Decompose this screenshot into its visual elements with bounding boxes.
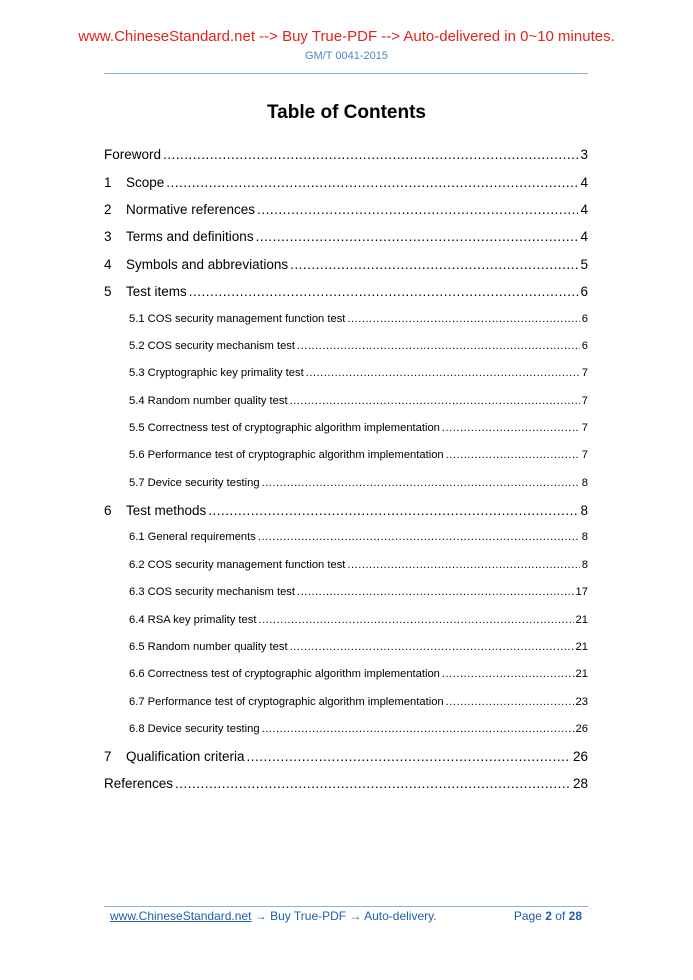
toc-dot-leader xyxy=(258,614,573,626)
toc-entry-number: 2 xyxy=(104,201,112,217)
toc-entry[interactable] xyxy=(104,551,588,578)
toc-entry-number: 1 xyxy=(104,174,112,190)
toc-dot-leader xyxy=(297,586,574,598)
toc-entry-number: 3 xyxy=(104,229,112,245)
toc-entry[interactable] xyxy=(104,496,588,523)
toc-entry-page: 7 xyxy=(581,449,588,462)
toc-entry[interactable] xyxy=(104,524,588,551)
toc-entry-label: Foreword xyxy=(104,147,162,163)
toc-entry-page: 4 xyxy=(580,229,588,245)
toc-entry-label: 5.4 Random number quality test xyxy=(129,394,288,407)
toc-dot-leader xyxy=(442,668,574,680)
table-of-contents xyxy=(104,141,588,797)
footer-text: → Buy True-PDF → Auto-delivery. xyxy=(251,909,437,923)
toc-entry-page: 8 xyxy=(581,531,588,544)
toc-dot-leader xyxy=(257,202,578,217)
toc-entry[interactable] xyxy=(104,278,588,305)
toc-entry[interactable] xyxy=(104,332,588,359)
toc-dot-leader xyxy=(347,559,579,571)
toc-entry-page: 3 xyxy=(580,147,588,163)
toc-entry-page: 26 xyxy=(575,722,588,735)
toc-entry[interactable] xyxy=(104,250,588,277)
toc-entry[interactable] xyxy=(104,196,588,223)
page-label: Page xyxy=(513,909,542,923)
toc-entry-page: 8 xyxy=(581,476,588,489)
toc-entry-label: Test methods xyxy=(126,502,207,518)
toc-entry[interactable] xyxy=(104,442,588,469)
toc-entry[interactable] xyxy=(104,661,588,688)
toc-entry[interactable] xyxy=(104,606,588,633)
toc-dot-leader xyxy=(258,531,580,543)
toc-entry-label: Terms and definitions xyxy=(126,229,254,245)
toc-entry[interactable] xyxy=(104,688,588,715)
toc-dot-leader xyxy=(189,284,579,299)
toc-entry-number: 6 xyxy=(104,502,112,518)
toc-entry-label: Test items xyxy=(126,283,187,299)
toc-entry-page: 17 xyxy=(575,586,588,599)
toc-entry-label: 6.4 RSA key primality test xyxy=(129,613,257,626)
toc-entry[interactable] xyxy=(104,223,588,250)
toc-entry[interactable] xyxy=(104,360,588,387)
toc-entry-page: 4 xyxy=(580,201,588,217)
toc-entry[interactable] xyxy=(104,414,588,441)
footer-link[interactable]: www.ChineseStandard.net xyxy=(110,909,252,923)
page-total: 28 xyxy=(568,909,582,923)
toc-dot-leader xyxy=(347,313,579,325)
toc-dot-leader xyxy=(306,367,580,379)
toc-entry-label: Scope xyxy=(126,174,165,190)
toc-entry-page: 6 xyxy=(580,283,588,299)
toc-dot-leader xyxy=(290,641,574,653)
toc-entry-number: 5 xyxy=(104,283,112,299)
toc-entry-page: 21 xyxy=(575,613,588,626)
toc-dot-leader xyxy=(446,449,580,461)
toc-entry-page: 26 xyxy=(572,748,588,764)
toc-entry-page: 7 xyxy=(581,394,588,407)
toc-entry-page: 6 xyxy=(581,340,588,353)
toc-dot-leader xyxy=(290,395,580,407)
toc-dot-leader xyxy=(290,257,578,272)
toc-entry-page: 4 xyxy=(580,174,588,190)
toc-dot-leader xyxy=(262,477,580,489)
toc-entry-label: 6.1 General requirements xyxy=(129,531,256,544)
toc-entry-label: Normative references xyxy=(126,201,256,217)
header-banner[interactable]: www.ChineseStandard.net --> Buy True-PDF --> Auto-delivered in 0~10 minutes. xyxy=(78,28,615,45)
toc-entry-page: 8 xyxy=(580,502,588,518)
page-current: 2 xyxy=(545,909,552,923)
toc-entry-label: Symbols and abbreviations xyxy=(126,256,289,272)
toc-entry[interactable] xyxy=(104,715,588,742)
toc-entry-label: Qualification criteria xyxy=(126,748,245,764)
page-indicator xyxy=(514,909,582,923)
toc-entry[interactable] xyxy=(104,770,588,797)
toc-entry-label: 6.6 Correctness test of cryptographic algorithm implementation xyxy=(129,668,440,681)
toc-entry-page: 28 xyxy=(572,776,588,792)
toc-dot-leader xyxy=(256,229,579,244)
toc-entry[interactable] xyxy=(104,579,588,606)
toc-entry-page: 7 xyxy=(581,367,588,380)
toc-entry-page: 23 xyxy=(575,695,588,708)
toc-entry-label: 5.5 Correctness test of cryptographic algorithm implementation xyxy=(129,422,440,435)
header-divider xyxy=(104,73,588,74)
toc-entry-page: 5 xyxy=(580,256,588,272)
toc-dot-leader xyxy=(262,723,574,735)
toc-entry[interactable] xyxy=(104,469,588,496)
toc-dot-leader xyxy=(297,340,580,352)
toc-entry-page: 8 xyxy=(581,558,588,571)
page-of: of xyxy=(555,909,566,923)
toc-entry-label: 5.1 COS security management function test xyxy=(129,312,346,325)
toc-entry-label: 6.2 COS security management function test xyxy=(129,558,346,571)
toc-entry[interactable] xyxy=(104,168,588,195)
toc-entry-label: 5.2 COS security mechanism test xyxy=(129,340,296,353)
toc-entry-label: 6.5 Random number quality test xyxy=(129,640,288,653)
toc-dot-leader xyxy=(446,696,574,708)
toc-entry-label: 5.6 Performance test of cryptographic algorithm implementation xyxy=(129,449,444,462)
toc-entry-page: 6 xyxy=(581,312,588,325)
toc-dot-leader xyxy=(208,503,578,518)
toc-entry[interactable] xyxy=(104,743,588,770)
page-title: Table of Contents xyxy=(266,102,427,123)
toc-entry[interactable] xyxy=(104,633,588,660)
toc-entry-number: 4 xyxy=(104,256,112,272)
toc-dot-leader xyxy=(247,749,571,764)
toc-entry-label: 6.3 COS security mechanism test xyxy=(129,586,296,599)
toc-entry-label: 5.3 Cryptographic key primality test xyxy=(129,367,304,380)
toc-entry[interactable] xyxy=(104,387,588,414)
toc-dot-leader xyxy=(166,175,578,190)
toc-entry-label: 5.7 Device security testing xyxy=(129,476,260,489)
toc-entry-label: 6.7 Performance test of cryptographic algorithm implementation xyxy=(129,695,444,708)
toc-entry[interactable] xyxy=(104,305,588,332)
standard-code: GM/T 0041-2015 xyxy=(305,50,388,62)
toc-entry-page: 21 xyxy=(575,640,588,653)
toc-entry-label: References xyxy=(104,776,174,792)
footer-divider xyxy=(104,906,588,907)
toc-entry-number: 7 xyxy=(104,748,112,764)
toc-entry-page: 21 xyxy=(575,668,588,681)
toc-dot-leader xyxy=(163,147,578,162)
toc-entry-page: 7 xyxy=(581,422,588,435)
toc-entry[interactable] xyxy=(104,141,588,168)
footer xyxy=(110,909,582,923)
toc-dot-leader xyxy=(175,776,571,791)
toc-entry-label: 6.8 Device security testing xyxy=(129,722,260,735)
toc-dot-leader xyxy=(442,422,580,434)
